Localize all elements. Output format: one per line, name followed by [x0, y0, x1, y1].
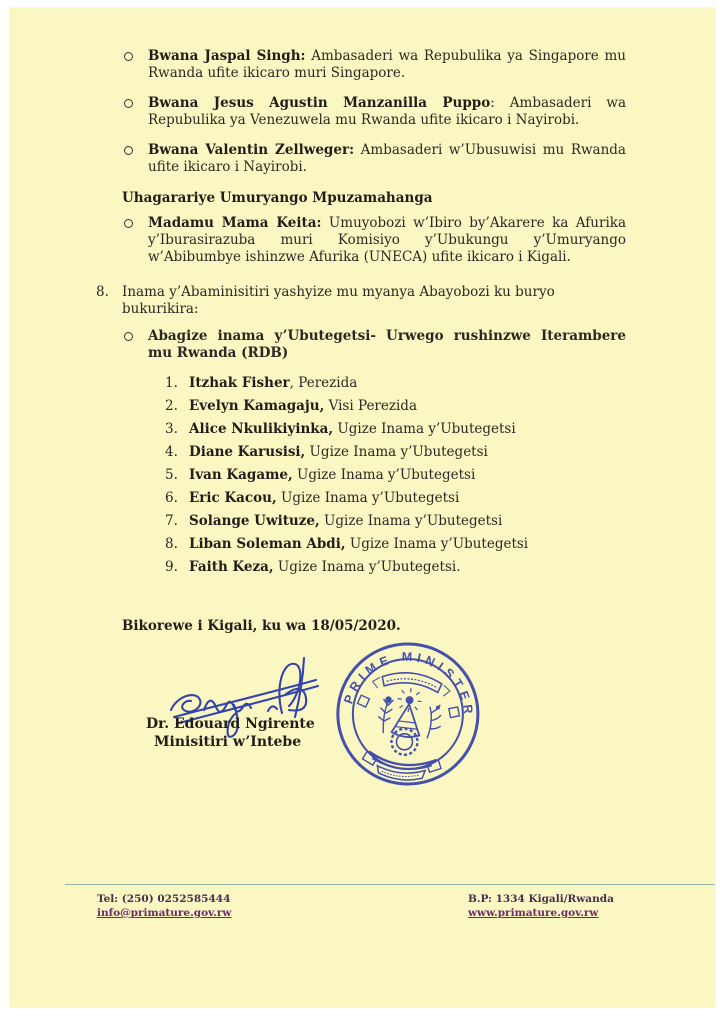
footer-contact-left [97, 892, 231, 920]
footer-bp: B.P: 1334 Kigali/Rwanda [468, 893, 614, 905]
footer-contact-right [468, 892, 614, 920]
member-name: Liban Soleman Abdi, [189, 536, 346, 552]
member-name: Itzhak Fisher [189, 375, 290, 391]
circle-bullet-icon [124, 332, 133, 341]
list-item [122, 95, 626, 129]
list-item [167, 559, 626, 575]
member-role: Visi Perezida [324, 398, 417, 414]
document-page [10, 8, 715, 1007]
member-role: Ugize Inama y’Ubutegetsi [333, 421, 516, 437]
list-item [167, 467, 626, 483]
item-number: 6. [165, 490, 178, 506]
item-number: 3. [165, 421, 178, 437]
circle-bullet-icon [124, 52, 133, 61]
item-number: 9. [165, 559, 178, 575]
member-role: Ugize Inama y’Ubutegetsi [292, 467, 476, 483]
circle-bullet-icon [124, 99, 133, 108]
dateline: Bikorewe i Kigali, ku wa 18/05/2020. [122, 618, 401, 634]
signatory-name: Dr. Edouard Ngirente [146, 716, 315, 732]
member-role: Ugize Inama y’Ubutegetsi. [273, 559, 461, 575]
ambassador-name: Bwana Jaspal Singh: [148, 48, 306, 64]
member-name: Solange Uwituze, [189, 513, 320, 529]
board-heading [122, 328, 626, 362]
list-item [122, 48, 626, 82]
member-name: Alice Nkulikiyinka, [189, 421, 334, 437]
list-item [122, 215, 626, 266]
member-name: Faith Keza, [189, 559, 274, 575]
list-item [167, 513, 626, 529]
section-heading: Uhagarariye Umuryango Mpuzamahanga [122, 190, 433, 206]
item-number: 5. [165, 467, 178, 483]
stamp-text: PRIME MINISTER [341, 649, 476, 719]
list-item [167, 444, 626, 460]
member-role: Ugize Inama y’Ubutegetsi [319, 513, 503, 529]
list-item [167, 398, 626, 414]
ambassador-name: Bwana Valentin Zellweger: [148, 142, 355, 158]
circle-bullet-icon [124, 219, 133, 228]
circle-bullet-icon [124, 146, 133, 155]
member-name: Ivan Kagame, [189, 467, 293, 483]
signatory-title: Minisitiri w’Intebe [154, 734, 302, 750]
list-item [122, 142, 626, 176]
board-member-list [167, 375, 626, 575]
numbered-paragraph [96, 284, 626, 318]
footer-tel: Tel: (250) 0252585444 [97, 893, 231, 905]
footer-website-link[interactable]: www.primature.gov.rw [468, 907, 599, 919]
item-number: 8. [165, 536, 178, 552]
list-item [167, 375, 626, 391]
member-role: Ugize Inama y’Ubutegetsi [305, 444, 488, 460]
ambassador-desc: : Ambasaderi wa Repubulika ya Venezuwela mu Rwanda ufite ikicaro i Nayirobi. [148, 95, 626, 128]
member-name: Diane Karusisi, [189, 444, 306, 460]
list-item [167, 490, 626, 506]
item-number: 1. [165, 375, 178, 391]
item-number: 4. [165, 444, 178, 460]
paragraph-text: Inama y’Abaminisitiri yashyize mu myanya Abayobozi ku buryo bukurikira: [122, 284, 555, 317]
svg-text:PRIME MINISTER [341, 642, 483, 721]
member-role: , Perezida [289, 375, 358, 391]
list-item [167, 536, 626, 552]
footer-email-link[interactable]: info@primature.gov.rw [97, 907, 232, 919]
rep-desc: Umuyobozi w’Ibiro by’Akarere ka Afurika y’Iburasirazuba muri Komisiyo y’Ubukungu y’Umuryango w’Abibumbye ishinzwe Afurika (UNECA) ufite ikicaro i Kigali. [148, 215, 626, 265]
prime-minister-stamp [325, 630, 490, 797]
rep-name: Madamu Mama Keita: [148, 215, 322, 231]
board-heading-text: Abagize inama y’Ubutegetsi- Urwego rushinzwe Iterambere mu Rwanda (RDB) [148, 328, 626, 361]
signatory-block [146, 715, 315, 751]
document-body [10, 8, 715, 824]
item-number: 2. [165, 398, 178, 414]
member-role: Ugize Inama y’Ubutegetsi [276, 490, 460, 506]
ambassador-desc: Ambasaderi w’Ubusuwisi mu Rwanda ufite ikicaro i Nayirobi. [148, 142, 626, 175]
member-name: Eric Kacou, [189, 490, 277, 506]
ambassador-name: Bwana Jesus Agustin Manzanilla Puppo [148, 95, 491, 111]
member-name: Evelyn Kamagaju, [189, 398, 325, 414]
member-role: Ugize Inama y’Ubutegetsi [345, 536, 529, 552]
ambassador-desc: Ambasaderi wa Repubulika ya Singapore mu Rwanda ufite ikicaro muri Singapore. [148, 48, 626, 81]
footer-divider [65, 884, 715, 885]
list-item [167, 421, 626, 437]
signature-area [96, 639, 626, 824]
item-number: 7. [165, 513, 178, 529]
paragraph-number: 8. [96, 284, 109, 300]
